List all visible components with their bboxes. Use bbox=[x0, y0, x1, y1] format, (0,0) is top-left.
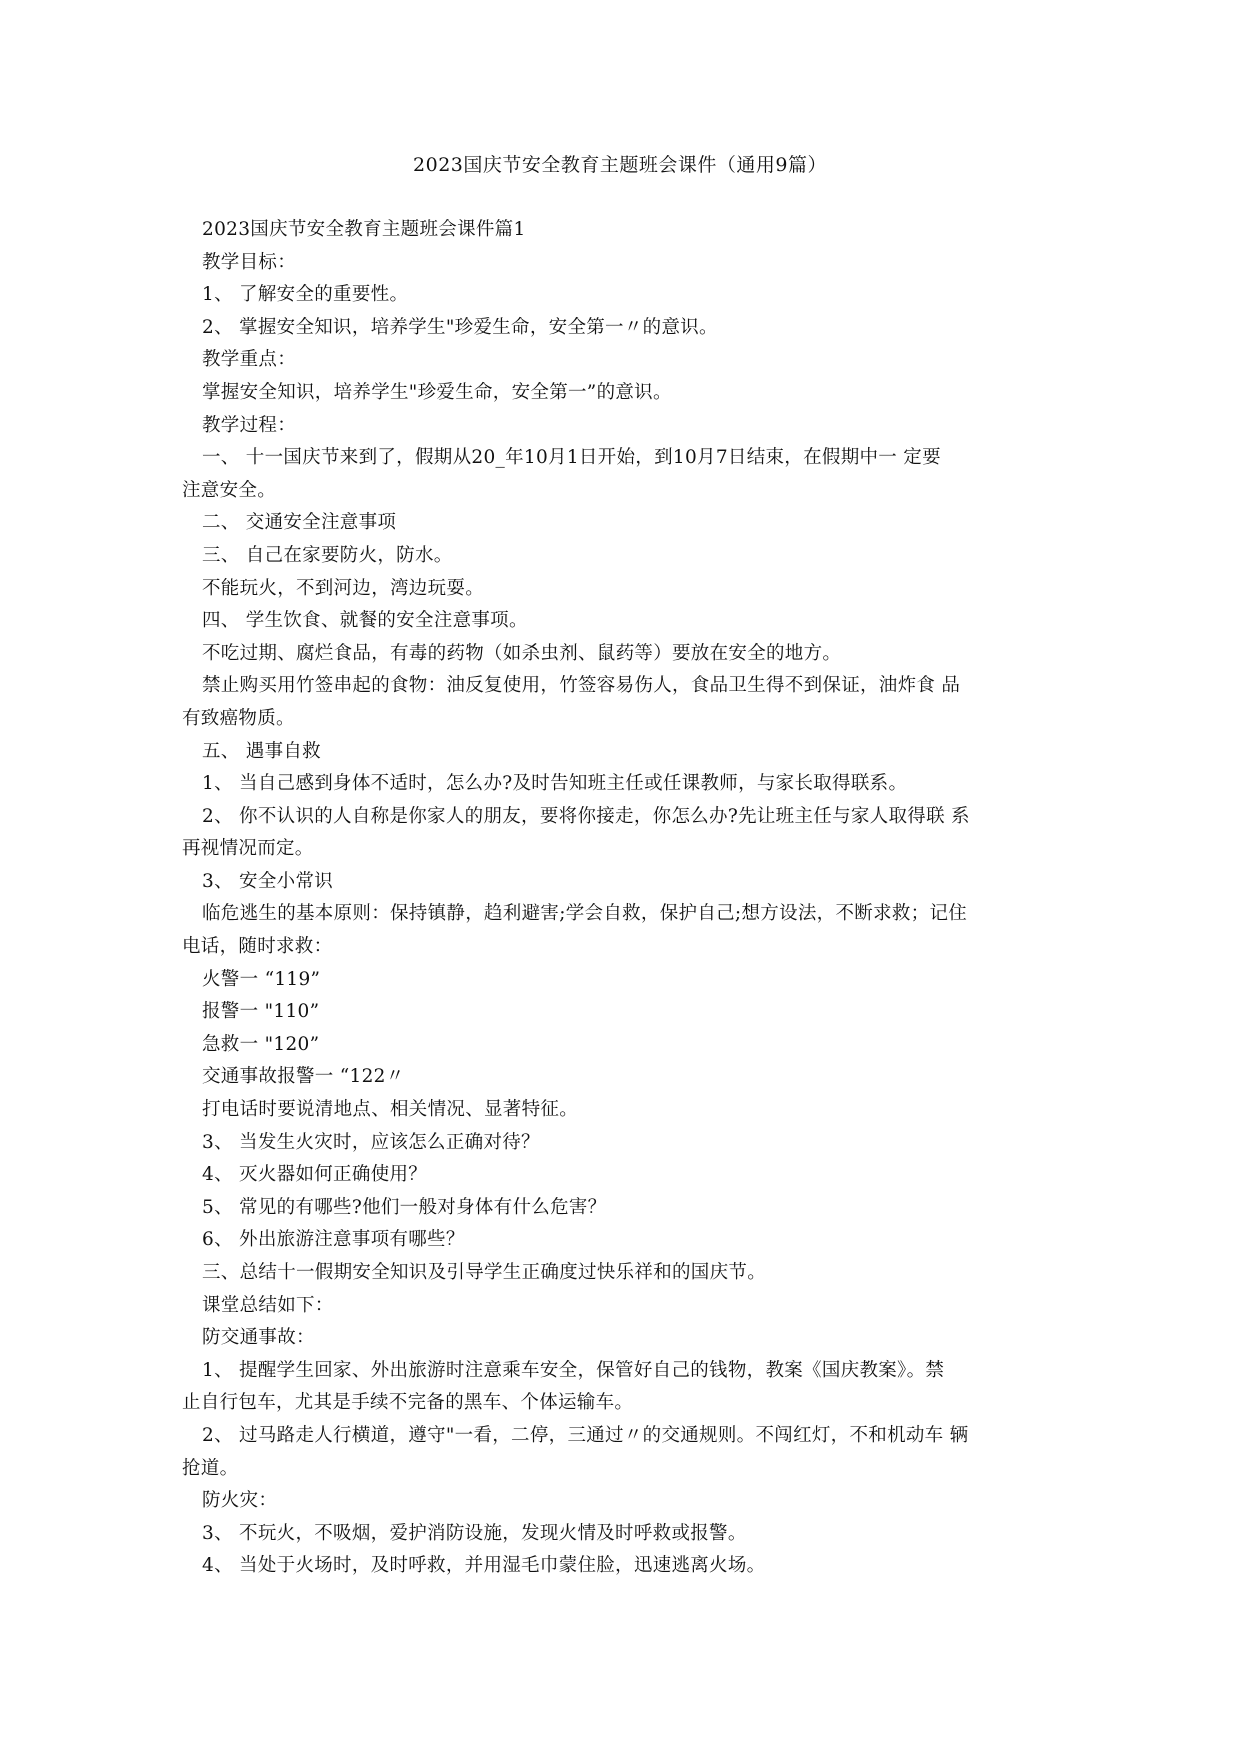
paragraph-line: 1、 提醒学生回家、外出旅游时注意乘车安全，保管好自己的钱物，教案《国庆教案》。禁 bbox=[202, 1359, 945, 1381]
paragraph-line: 课堂总结如下： bbox=[202, 1294, 334, 1316]
paragraph-line: 不吃过期、腐烂食品，有毒的药物（如杀虫剂、鼠药等）要放在安全的地方。 bbox=[202, 642, 842, 664]
paragraph-line: 有致癌物质。 bbox=[182, 707, 295, 729]
paragraph-line: 1、 了解安全的重要性。 bbox=[202, 284, 409, 306]
paragraph-line: 五、 遇事自救 bbox=[202, 740, 321, 762]
paragraph-line: 教学重点： bbox=[202, 349, 297, 371]
paragraph-line: 二、 交通安全注意事项 bbox=[202, 512, 397, 534]
paragraph-line: 交通事故报警一 “122〃 bbox=[202, 1066, 405, 1088]
paragraph-line: 3、 当发生火灾时，应该怎么正确对待？ bbox=[202, 1131, 540, 1153]
document-title: 2023国庆节安全教育主题班会课件（通用9篇） bbox=[413, 154, 827, 176]
paragraph-line: 再视情况而定。 bbox=[182, 838, 314, 860]
paragraph-line: 三、 自己在家要防火，防水。 bbox=[202, 544, 453, 566]
paragraph-line: 3、 安全小常识 bbox=[202, 870, 334, 892]
paragraph-line: 四、 学生饮食、就餐的安全注意事项。 bbox=[202, 610, 528, 632]
paragraph-line: 禁止购买用竹签串起的食物：油反复使用，竹签容易伤人，食品卫生得不到保证，油炸食 品 bbox=[202, 675, 961, 697]
paragraph-line: 抢道。 bbox=[182, 1457, 239, 1479]
paragraph-line: 4、 灭火器如何正确使用？ bbox=[202, 1164, 428, 1186]
paragraph-line: 防火灾： bbox=[202, 1490, 278, 1512]
paragraph-line: 三、总结十一假期安全知识及引导学生正确度过快乐祥和的国庆节。 bbox=[202, 1262, 767, 1283]
paragraph-line: 电话，随时求救： bbox=[182, 936, 333, 958]
paragraph-line: 打电话时要说清地点、相关情况、显著特征。 bbox=[202, 1099, 579, 1121]
paragraph-line: 防交通事故： bbox=[202, 1327, 315, 1349]
paragraph-line: 4、 当处于火场时，及时呼救，并用湿毛巾蒙住脸，迅速逃离火场。 bbox=[202, 1555, 766, 1577]
document-body bbox=[182, 214, 1062, 1583]
paragraph-line: 6、 外出旅游注意事项有哪些？ bbox=[202, 1229, 465, 1251]
paragraph-line: 3、 不玩火，不吸烟，爱护消防设施，发现火情及时呼救或报警。 bbox=[202, 1522, 747, 1544]
paragraph-line: 急救一 "120” bbox=[202, 1033, 320, 1055]
paragraph-line: 止自行包车，尤其是手续不完备的黑车、个体运输车。 bbox=[182, 1392, 634, 1414]
paragraph-line: 临危逃生的基本原则：保持镇静，趋利避害;学会自救，保护自己;想方设法，不断求救；记住 bbox=[202, 903, 968, 925]
paragraph-line: 2、 掌握安全知识，培养学生"珍爱生命，安全第一〃的意识。 bbox=[202, 316, 718, 338]
paragraph-line: 教学过程： bbox=[202, 414, 297, 436]
paragraph-line: 1、 当自己感到身体不适时，怎么办?及时告知班主任或任课教师，与家长取得联系。 bbox=[202, 773, 908, 795]
paragraph-line: 注意安全。 bbox=[182, 479, 277, 501]
paragraph-line: 5、 常见的有哪些?他们一般对身体有什么危害？ bbox=[202, 1196, 607, 1218]
section-heading: 2023国庆节安全教育主题班会课件篇1 bbox=[202, 219, 526, 240]
paragraph-line: 不能玩火，不到河边，湾边玩耍。 bbox=[202, 577, 485, 599]
paragraph-line: 火警一 “119” bbox=[202, 968, 321, 990]
paragraph-line: 2、 过马路走人行横道，遵守"一看，二停，三通过〃的交通规则。不闯红灯，不和机动车 辆 bbox=[202, 1424, 969, 1446]
paragraph-line: 报警一 "110” bbox=[202, 1001, 320, 1023]
paragraph-line: 一、 十一国庆节来到了，假期从20_年10月1日开始，到10月7日结束，在假期中一 定要 bbox=[202, 447, 941, 469]
paragraph-line: 教学目标： bbox=[202, 251, 297, 273]
paragraph-line: 掌握安全知识，培养学生"珍爱生命，安全第一”的意识。 bbox=[202, 381, 672, 403]
paragraph-line: 2、 你不认识的人自称是你家人的朋友，要将你接走，你怎么办?先让班主任与家人取得联 系 bbox=[202, 805, 970, 827]
